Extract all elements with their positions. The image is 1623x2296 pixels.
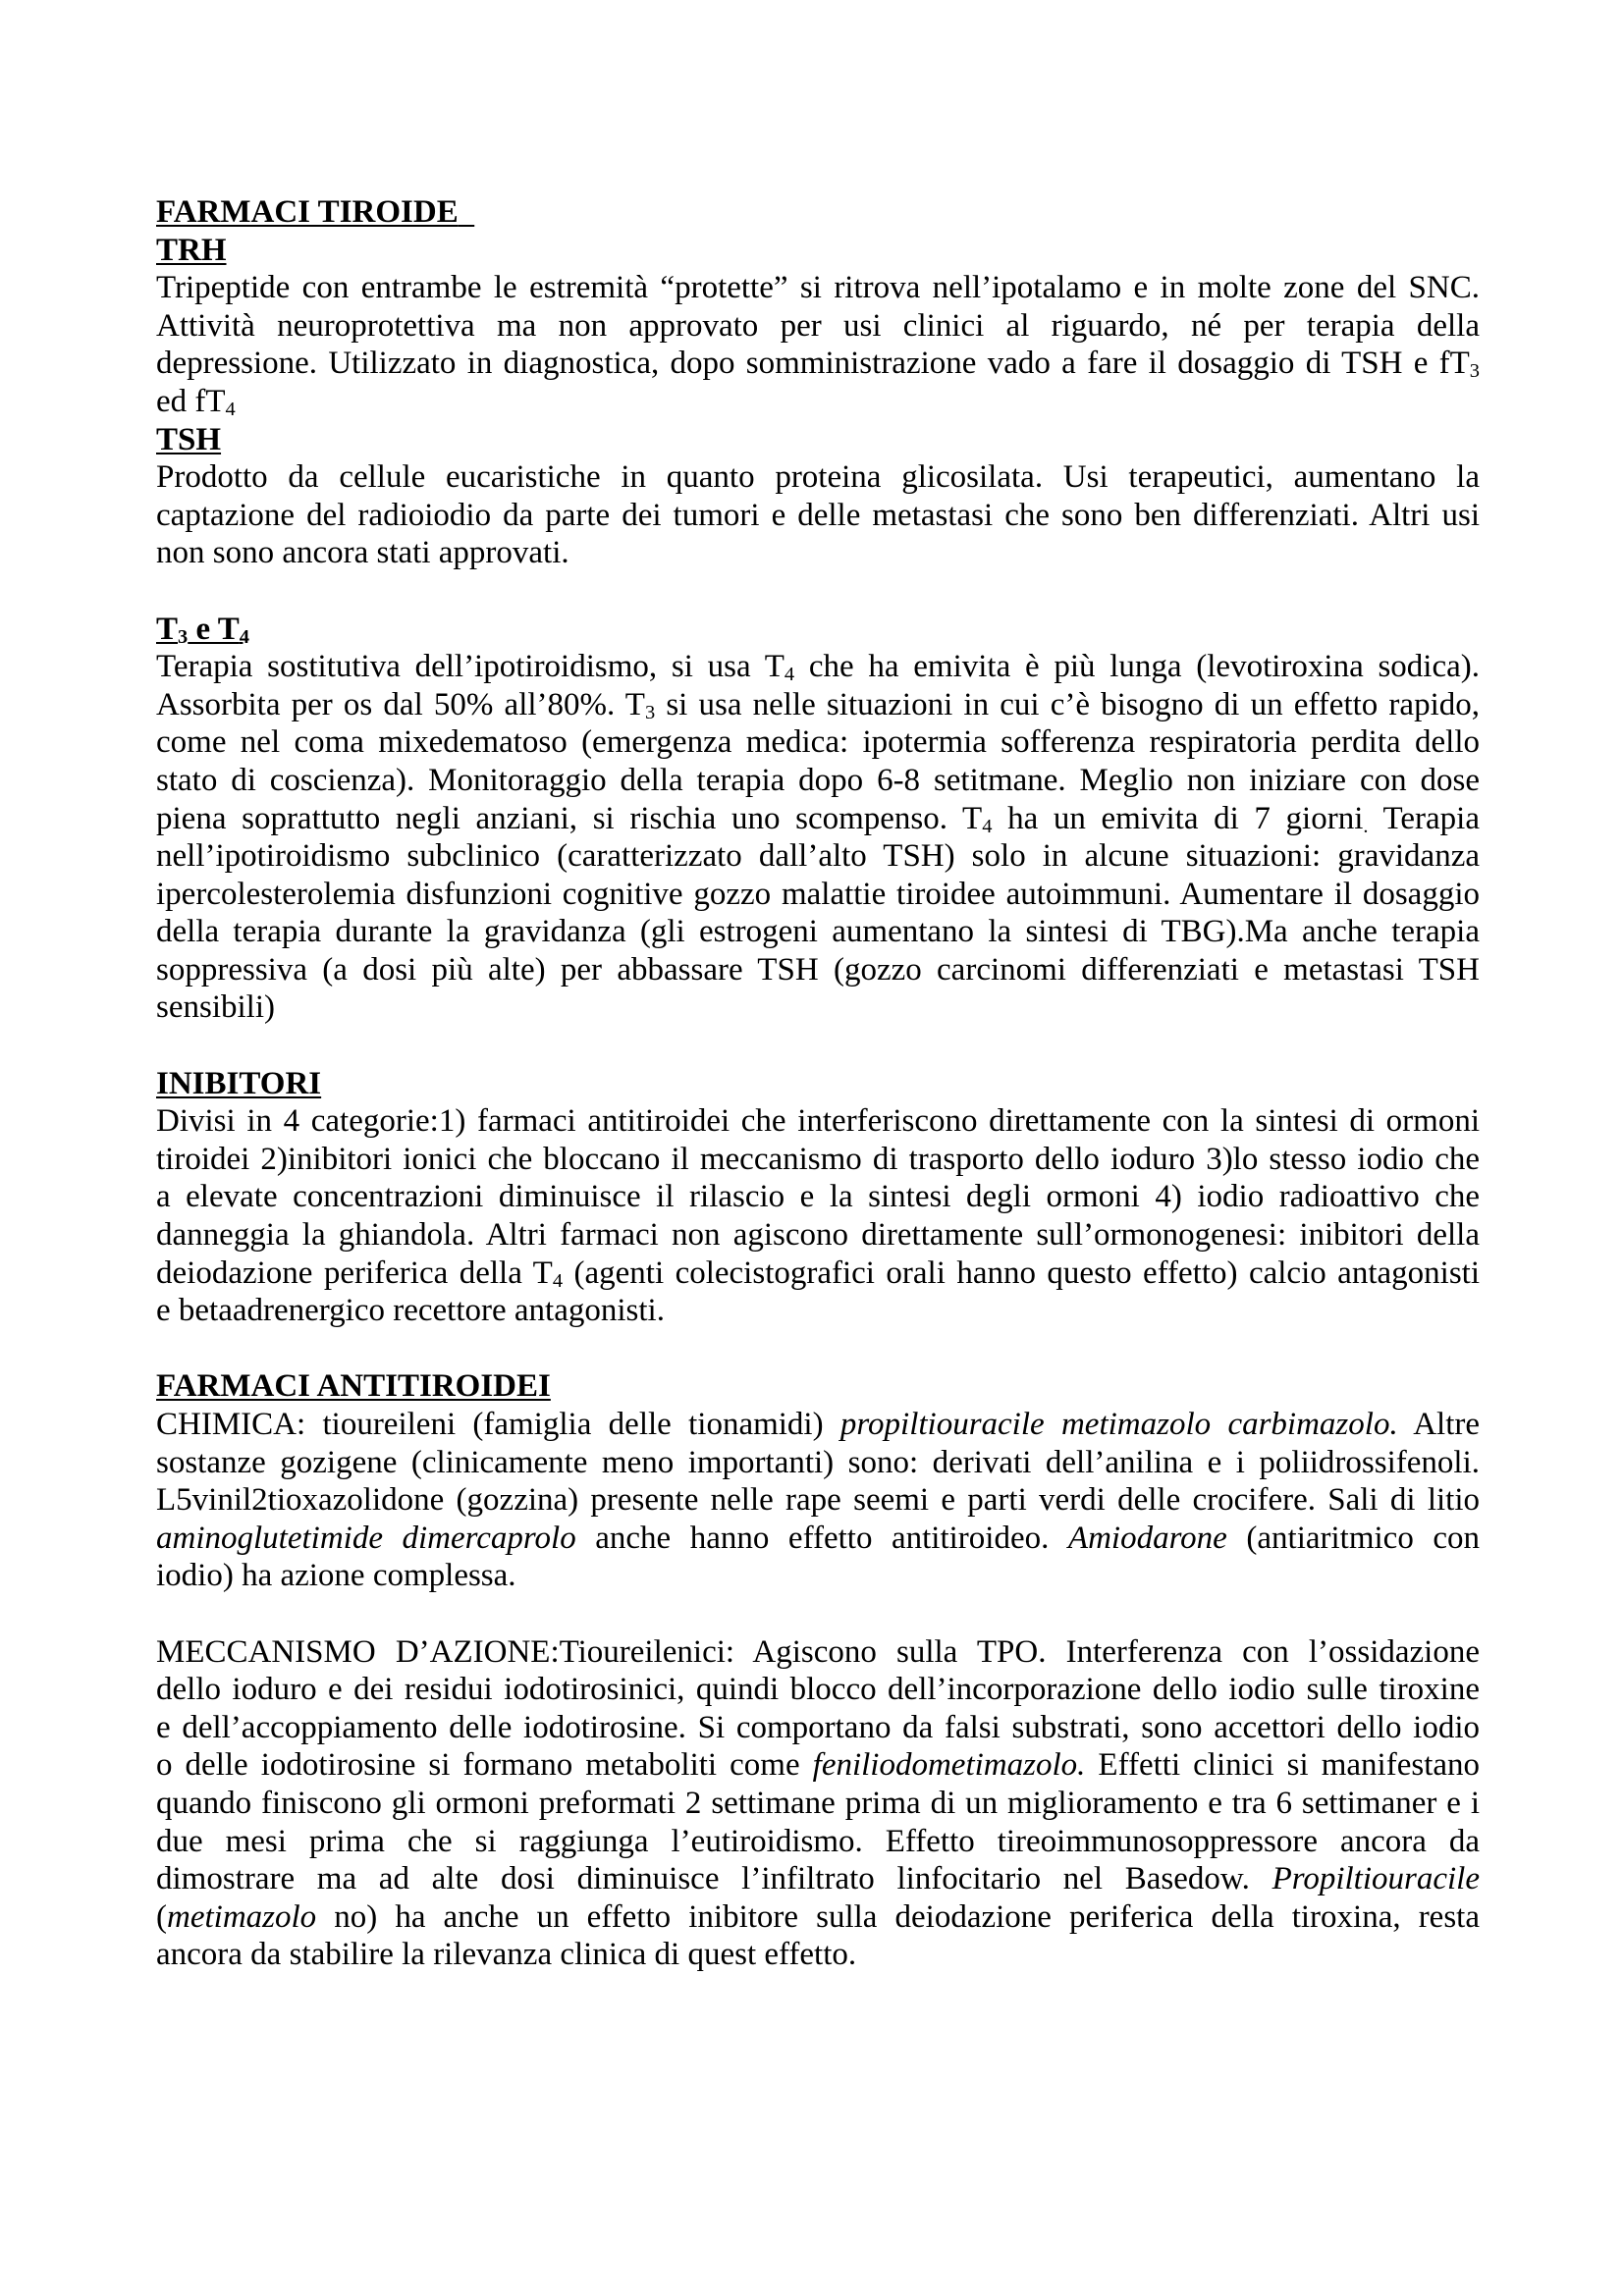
text-line: non sono ancora stati approvati. [156, 535, 569, 571]
text-run: ( [156, 1898, 167, 1935]
text-run: no) ha anche un effetto inibitore sulla deiodazione periferica della tiroxina, resta [316, 1898, 1480, 1935]
text-line: dello ioduro e dei residui iodotirosinici, quindi blocco dell’incorporazione dello iodio sulle tiroxine [156, 1672, 1480, 1708]
text-run: piena soprattutto negli anziani, si rischia uno scompenso. T [156, 800, 983, 836]
text-line: soppressiva (a dosi più alte) per abbassare TSH (gozzo carcinomi differenziati e metastasi TSH [156, 951, 1480, 988]
text-line: Prodotto da cellule eucaristiche in quanto proteina glicosilata. Usi terapeutici, aumentano la [156, 459, 1480, 496]
text-line: danneggia la ghiandola. Altri farmaci non agiscono direttamente sull’ormonogenesi: inibitori della [156, 1217, 1480, 1254]
text-run: (agenti colecistografici orali hanno questo effetto) calcio antagonisti [563, 1255, 1480, 1291]
italic-text: metimazolo [167, 1898, 317, 1935]
paragraph-t3-t4 [156, 648, 1480, 1027]
text-line: L5vinil2tioxazolidone (gozzina) presente nelle rape seemi e parti verdi delle crocifere. Sali di litio [156, 1482, 1480, 1519]
text-line: Tripeptide con entrambe le estremità “protette” si ritrova nell’ipotalamo e in molte zone del SNC. [156, 270, 1480, 306]
text-line [156, 1746, 1480, 1785]
document-title: FARMACI TIROIDE [156, 194, 459, 230]
text-line: ancora da stabilire la rilevanza clinica di quest effetto. [156, 1937, 857, 1973]
text-run: Terapia sostitutiva dell’ipotiroidismo, si usa T [156, 649, 784, 685]
section-heading-inibitori: INIBITORI [156, 1065, 322, 1101]
text-line: stato di coscienza). Monitoraggio della terapia dopo 6-8 setitmane. Meglio non iniziare con dose [156, 762, 1480, 798]
text-line [156, 1520, 1480, 1558]
text-line: tiroidei 2)inibitori ionici che bloccano il meccanismo di trasporto dello ioduro 3)lo stesso iodio che [156, 1141, 1480, 1177]
text-line: Divisi in 4 categorie:1) farmaci antitiroidei che interferiscono direttamente con la sintesi di ormoni [156, 1103, 1480, 1140]
section-trh [156, 232, 1480, 421]
text-run: Terapia [1368, 800, 1480, 836]
section-heading-farmaci-antitiroidei: FARMACI ANTITIROIDEI [156, 1368, 551, 1405]
text-line: MECCANISMO D’AZIONE:Tioureilenici: Agiscono sulla TPO. Interferenza con l’ossidazione [156, 1633, 1480, 1670]
text-run: deiodazione periferica della T [156, 1255, 553, 1291]
text-line: captazione del radioiodio da parte dei tumori e delle metastasi che sono ben differenziati. Altri usi [156, 497, 1480, 533]
italic-text: feniliodometimazolo. [812, 1747, 1086, 1784]
italic-text: Propiltiouracile [1271, 1861, 1480, 1897]
paragraph-chimica [156, 1406, 1480, 1595]
text-line [156, 648, 1480, 686]
subscript-text: 4 [982, 815, 993, 837]
subscript-text: 4 [784, 664, 795, 686]
text-run: anche hanno effetto antitiroideo. [575, 1520, 1068, 1556]
text-run: CHIMICA: tioureileni (famiglia delle tionamidi) [156, 1407, 840, 1442]
text-run: ha un emivita di 7 giorni [992, 800, 1364, 836]
text-line: e betaadrenergico recettore antagonisti. [156, 1293, 665, 1329]
text-line: Attività neuroprotettiva ma non approvato per usi clinici al riguardo, né per terapia della [156, 307, 1480, 344]
italic-text: Amiodarone [1067, 1520, 1227, 1556]
text-run: Assorbita per os dal 50% all’80%. T [156, 686, 645, 722]
text-run: si usa nelle situazioni in cui c’è bisogno di un effetto rapido, [655, 686, 1480, 722]
text-line [156, 345, 1480, 383]
subscript-text: 4 [552, 1269, 564, 1292]
subscript-text: 3 [178, 625, 189, 648]
section-t3-t4 [156, 611, 1480, 1028]
section-farmaci-antitiroidei [156, 1367, 1480, 1974]
subscript-text: 3 [644, 701, 656, 723]
text-line [156, 1860, 1480, 1898]
text-run: o delle iodotirosine si formano metaboliti come [156, 1747, 813, 1784]
italic-text: aminoglutetimide dimercaprolo [156, 1520, 576, 1556]
section-heading-t3-t4 [156, 611, 1480, 649]
subscript-text: 3 [1469, 360, 1480, 383]
text-line: sensibili) [156, 989, 275, 1026]
text-run: ed fT [156, 383, 226, 419]
text-line: ipercolesterolemia disfunzioni cognitive gozzo malattie tiroidee autoimmuni. Aumentare il dosaggio [156, 876, 1480, 912]
paragraph-trh [156, 269, 1480, 420]
subscript-text: 4 [225, 399, 236, 421]
italic-text: propiltiouracile metimazolo carbimazolo. [839, 1407, 1398, 1442]
text-line [156, 1898, 1480, 1937]
paragraph-meccanismo [156, 1633, 1480, 1974]
text-run: dimostrare ma ad alte dosi diminuisce l’infiltrato linfocitario nel Basedow. [156, 1861, 1272, 1897]
text-line [156, 1255, 1480, 1293]
text-line: quando finiscono gli ormoni preformati 2 settimane prima di un miglioramento e tra 6 settimaner e i [156, 1785, 1480, 1821]
text-line: della terapia durante la gravidanza (gli estrogeni aumentano la sintesi di TBG).Ma anche terapia [156, 914, 1480, 950]
text-line [156, 1406, 1480, 1444]
text-line: a elevate concentrazioni diminuisce il rilascio e la sintesi degli ormoni 4) iodio radioattivo che [156, 1179, 1480, 1215]
section-tsh [156, 421, 1480, 572]
text-line: due mesi prima che si raggiunga l’eutiroidismo. Effetto tireoimmunosoppressore ancora da [156, 1823, 1480, 1859]
text-run: depressione. Utilizzato in diagnostica, dopo somministrazione vado a fare il dosaggio di TSH e fT [156, 346, 1470, 382]
text-line [156, 383, 1480, 421]
section-heading-trh: TRH [156, 232, 227, 268]
text-run: (antiaritmico con [1226, 1520, 1481, 1556]
text-line: e dell’accoppiamento delle iodotirosine. Si comportano da falsi substrati, sono accettori dello iodio [156, 1709, 1480, 1745]
text-run: Effetti clinici si manifestano [1085, 1747, 1481, 1784]
document-page [156, 193, 1480, 1974]
text-line: nell’ipotiroidismo subclinico (caratterizzato dall’alto TSH) solo in alcune situazioni: gravidanza [156, 838, 1480, 875]
text-run: e T [188, 611, 240, 647]
subscript-text: . [1363, 815, 1369, 837]
text-run: T [156, 611, 179, 647]
text-line: sostanze gozigene (clinicamente meno importanti) sono: derivati dell’anilina e i poliidrossifenoli. [156, 1444, 1480, 1480]
text-line: come nel coma mixedematoso (emergenza medica: ipotermia sofferenza respiratoria perdita dello [156, 724, 1480, 761]
text-line: iodio) ha azione complessa. [156, 1558, 516, 1594]
text-run: che ha emivita è più lunga (levotiroxina sodica). [794, 649, 1480, 685]
text-line [156, 800, 1480, 838]
paragraph-inibitori [156, 1102, 1480, 1330]
paragraph-tsh [156, 458, 1480, 572]
subscript-text: 4 [239, 625, 250, 648]
text-run: Altre [1397, 1407, 1480, 1442]
text-line [156, 686, 1480, 724]
section-inibitori [156, 1065, 1480, 1330]
section-heading-tsh: TSH [156, 421, 222, 457]
